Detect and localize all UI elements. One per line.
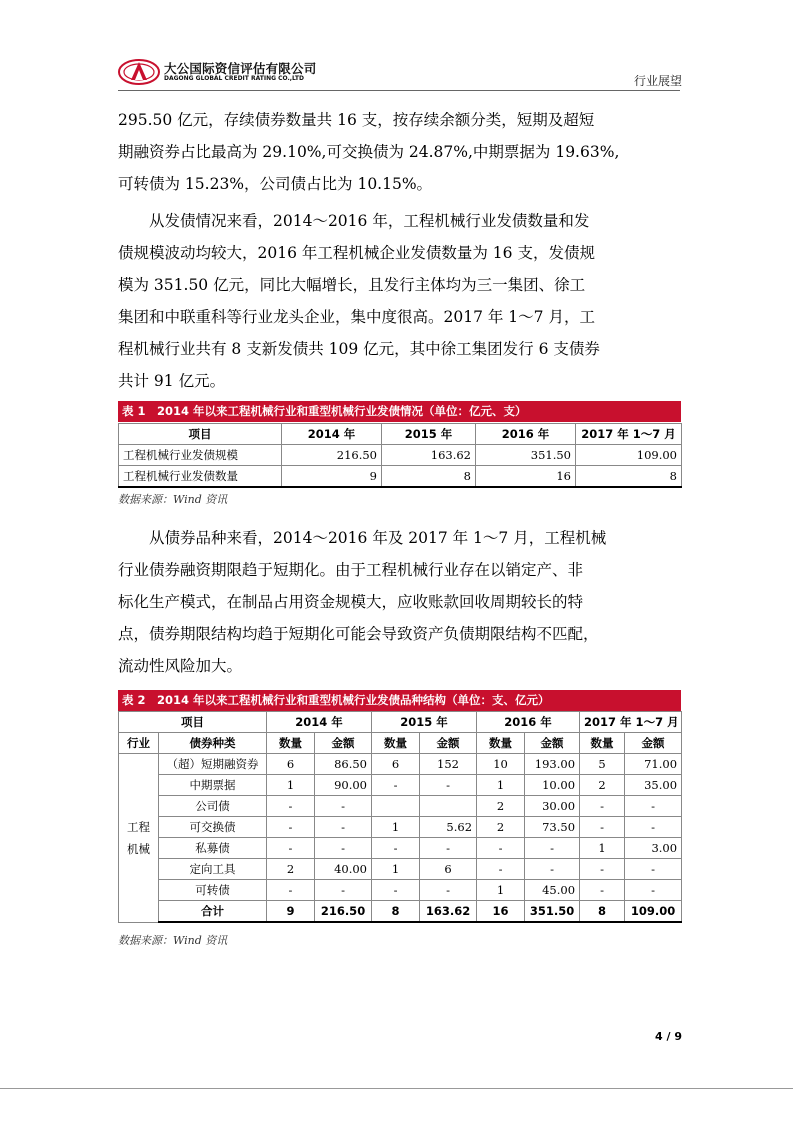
paragraph-line: 流动性风险加大。 [118,657,243,675]
row-label: （超）短期融资券 [159,754,267,775]
table-cell: 71.00 [625,754,682,775]
table-2 [118,711,682,923]
table-header-row [119,712,682,733]
table-cell: 30.00 [525,796,580,817]
header-cell: 2015 年 [372,712,477,733]
paragraph-line: 从债券品种来看，2014～2016 年及 2017 年 1～7 月，工程机械 [149,529,607,547]
table-cell: - [315,796,372,817]
table-cell: 35.00 [625,775,682,796]
paragraph-line: 点，债券期限结构均趋于短期化可能会导致资产负债期限结构不匹配， [118,625,599,643]
table-cell: - [477,838,525,859]
table-cell: - [267,880,315,901]
table-cell: - [315,838,372,859]
table-cell: 5 [580,754,625,775]
table-cell: - [525,838,580,859]
header-cell: 2016 年 [477,712,580,733]
paragraph-1 [118,104,678,200]
table-cell: 16 [477,901,525,923]
table-cell: - [477,859,525,880]
table-cell: 351.50 [476,445,576,466]
table-cell: 6 [420,859,477,880]
table-row [119,466,682,488]
table-cell: 216.50 [315,901,372,923]
company-name-cn: 大公国际资信评估有限公司 [164,61,317,76]
table-row [119,838,682,859]
header-cell: 数量 [372,733,420,754]
table-cell: 40.00 [315,859,372,880]
paragraph-line: 行业债券融资期限趋于短期化。由于工程机械行业存在以销定产、非 [118,561,584,579]
company-name-en: DAGONG GLOBAL CREDIT RATING CO.,LTD [164,75,304,82]
table-cell: - [580,817,625,838]
table-cell: 8 [382,466,476,488]
table-cell: 2 [477,817,525,838]
paragraph-line: 模为 351.50 亿元，同比大幅增长，且发行主体均为三一集团、徐工 [118,276,586,294]
table-cell: - [625,880,682,901]
row-label: 可转债 [159,880,267,901]
table-1-source: 数据来源：Wind 资讯 [118,493,228,506]
table-cell: 10.00 [525,775,580,796]
paragraph-line: 可转债为 15.23%，公司债占比为 10.15%。 [118,175,433,193]
footer-divider [0,1088,793,1089]
row-label: 工程机械行业发债数量 [119,466,282,488]
header-cell: 2015 年 [382,424,476,445]
header-cell: 项目 [119,424,282,445]
table-cell: - [580,859,625,880]
header-cell: 金额 [420,733,477,754]
table-cell: 1 [477,880,525,901]
table-1-caption: 表 1 2014 年以来工程机械行业和重型机械行业发债情况（单位：亿元、支） [118,401,681,422]
header-cell: 数量 [580,733,625,754]
table-cell: 216.50 [282,445,382,466]
header-cell: 2014 年 [267,712,372,733]
table-cell: - [625,817,682,838]
header-cell: 行业 [119,733,159,754]
table-cell: 1 [580,838,625,859]
table-cell: 163.62 [420,901,477,923]
header-cell: 债券种类 [159,733,267,754]
table-cell [372,796,420,817]
table-cell: 2 [580,775,625,796]
paragraph-line: 标化生产模式，在制品占用资金规模大，应收账款回收周期较长的特 [118,593,584,611]
table-cell: - [315,880,372,901]
table-cell: - [580,796,625,817]
header-cell: 数量 [477,733,525,754]
table-cell: 45.00 [525,880,580,901]
table-cell: 3.00 [625,838,682,859]
table-cell: 86.50 [315,754,372,775]
table-cell: - [625,859,682,880]
table-row [119,859,682,880]
paragraph-line: 期融资券占比最高为 29.10%,可交换债为 24.87%,中期票据为 19.63%, [118,143,620,161]
table-1 [118,423,682,488]
industry-label: 机械 [127,841,150,856]
table-row [119,754,682,775]
page-number: 4 / 9 [655,1030,682,1043]
header-divider [118,90,680,91]
paragraph-line: 程机械行业共有 8 支新发债共 109 亿元，其中徐工集团发行 6 支债券 [118,340,600,358]
table-2-caption: 表 2 2014 年以来工程机械行业和重型机械行业发债品种结构（单位：支、亿元） [118,690,681,711]
table-cell: 2 [267,859,315,880]
header-cell: 项目 [119,712,267,733]
table-cell: - [580,880,625,901]
table-cell: - [267,838,315,859]
table-cell: - [267,817,315,838]
table-cell: - [267,796,315,817]
row-label: 私募债 [159,838,267,859]
table-cell: 1 [267,775,315,796]
table-header-row [119,424,682,445]
header-cell: 2017 年 1～7 月 [576,424,682,445]
header-cell: 数量 [267,733,315,754]
paragraph-3 [118,522,678,682]
table-cell: 90.00 [315,775,372,796]
header-cell: 金额 [525,733,580,754]
row-label: 公司债 [159,796,267,817]
paragraph-line: 共计 91 亿元。 [118,372,226,390]
table-cell: - [315,817,372,838]
table-cell: 8 [372,901,420,923]
table-row [119,880,682,901]
table-cell: - [372,880,420,901]
section-title: 行业展望 [633,74,682,88]
table-total-row [119,901,682,923]
table-cell: 1 [372,817,420,838]
row-label: 工程机械行业发债规模 [119,445,282,466]
paragraph-2 [118,205,678,397]
header-cell: 2016 年 [476,424,576,445]
paragraph-line: 集团和中联重科等行业龙头企业，集中度很高。2017 年 1～7 月，工 [118,308,595,326]
header-cell: 金额 [625,733,682,754]
table-cell: - [372,775,420,796]
row-label: 合计 [159,901,267,923]
dagong-logo-icon [118,58,160,86]
industry-cell [119,754,159,923]
table-cell: 16 [476,466,576,488]
table-row [119,817,682,838]
table-cell: 1 [477,775,525,796]
table-row [119,796,682,817]
header-cell: 2017 年 1～7 月 [580,712,682,733]
table-cell: - [420,880,477,901]
industry-label: 工程 [127,819,150,834]
table-cell: 1 [372,859,420,880]
table-cell: 8 [580,901,625,923]
company-logo [118,58,318,88]
table-cell: 8 [576,466,682,488]
table-subheader-row [119,733,682,754]
table-cell: 109.00 [625,901,682,923]
table-cell: 109.00 [576,445,682,466]
table-row [119,775,682,796]
table-cell: 6 [267,754,315,775]
row-label: 可交换债 [159,817,267,838]
table-row [119,445,682,466]
row-label: 中期票据 [159,775,267,796]
paragraph-line: 295.50 亿元，存续债券数量共 16 支，按存续余额分类，短期及超短 [118,111,595,129]
paragraph-line: 从发债情况来看，2014～2016 年，工程机械行业发债数量和发 [149,212,590,230]
table-cell: - [525,859,580,880]
table-cell: 163.62 [382,445,476,466]
table-cell: 9 [267,901,315,923]
table-cell: - [420,838,477,859]
table-cell: 5.62 [420,817,477,838]
table-cell: 351.50 [525,901,580,923]
table-cell: 152 [420,754,477,775]
table-cell [420,796,477,817]
table-cell: - [420,775,477,796]
table-cell: 73.50 [525,817,580,838]
header-cell: 2014 年 [282,424,382,445]
table-cell: 2 [477,796,525,817]
table-cell: 193.00 [525,754,580,775]
table-cell: - [625,796,682,817]
row-label: 定向工具 [159,859,267,880]
table-cell: 10 [477,754,525,775]
table-cell: - [372,838,420,859]
paragraph-line: 债规模波动均较大，2016 年工程机械企业发债数量为 16 支，发债规 [118,244,595,262]
table-cell: 6 [372,754,420,775]
header-cell: 金额 [315,733,372,754]
table-cell: 9 [282,466,382,488]
table-2-source: 数据来源：Wind 资讯 [118,934,228,947]
